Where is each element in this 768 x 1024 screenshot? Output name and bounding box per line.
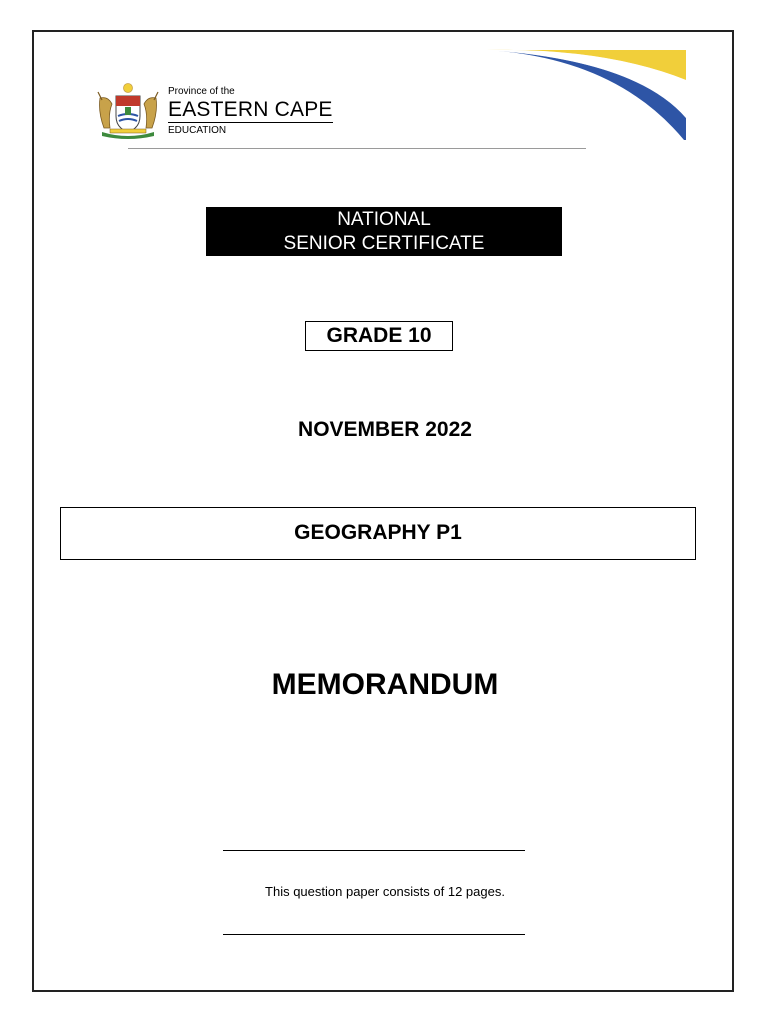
- document-type-title: MEMORANDUM: [271, 668, 499, 701]
- exam-date: NOVEMBER 2022: [298, 418, 472, 441]
- grade-label: GRADE 10: [305, 321, 453, 351]
- page-count-note: This question paper consists of 12 pages.: [265, 884, 505, 899]
- coat-of-arms-icon: [92, 82, 164, 140]
- province-label: Province of the: [168, 86, 235, 97]
- divider-bottom: [223, 934, 525, 935]
- department-logo-text: [168, 87, 333, 136]
- letterhead: [34, 32, 736, 182]
- subject-title: GEOGRAPHY P1: [60, 507, 696, 560]
- swoosh-graphic: [486, 48, 686, 142]
- department-label: EDUCATION: [168, 125, 227, 136]
- province-name: EASTERN CAPE: [168, 98, 333, 121]
- page-frame: [32, 30, 734, 992]
- certificate-line-1: NATIONAL: [337, 209, 431, 230]
- certificate-line-2: SENIOR CERTIFICATE: [283, 233, 485, 254]
- divider-top: [223, 850, 525, 851]
- header-divider: [128, 148, 586, 149]
- certificate-banner: [206, 207, 562, 256]
